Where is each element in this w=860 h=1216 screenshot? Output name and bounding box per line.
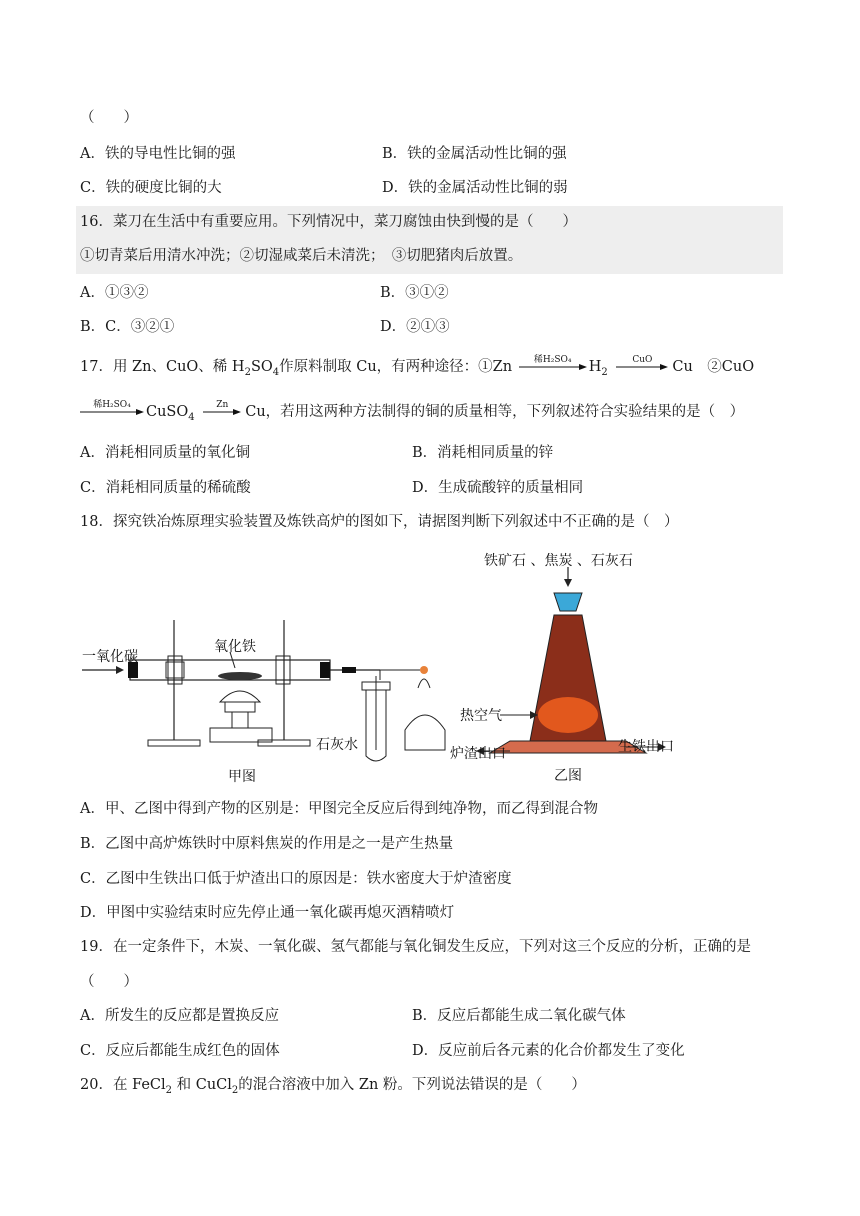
q17-option-c[interactable]: C．消耗相同质量的稀硫酸 (80, 480, 251, 496)
q16-option-a[interactable]: A．①③② (80, 285, 149, 301)
reaction-arrow-cuo: CuO (616, 363, 668, 371)
q15-option-c[interactable]: C．铁的硬度比铜的大 (80, 180, 222, 196)
q19-option-c[interactable]: C．反应后都能生成红色的固体 (80, 1043, 280, 1059)
q17-stem-line1: 17．用 Zn、CuO、稀 $H_2SO_4$作原料制取 Cu，有两种途径：①Zn 稀H₂SO₄ $H_2$ CuO Cu ②CuO (80, 355, 755, 378)
q18-option-c[interactable]: C．乙图中生铁出口低于炉渣出口的原因是：铁水密度大于炉渣密度 (80, 871, 512, 887)
reaction-arrow-dilute-h2so4: 稀H₂SO₄ (519, 363, 587, 371)
q16-conditions: ①切青菜后用清水冲洗；②切湿咸菜后未清洗； ③切肥猪肉后放置。 (80, 248, 523, 264)
q17-option-a[interactable]: A．消耗相同质量的氧化铜 (80, 445, 250, 461)
q15-option-a[interactable]: A．铁的导电性比铜的强 (80, 146, 236, 162)
label-carbon-monoxide: 一氧化碳 (82, 649, 138, 665)
figure-a-apparatus (80, 610, 460, 790)
q17-option-b[interactable]: B．消耗相同质量的锌 (412, 445, 554, 461)
q18-option-b[interactable]: B．乙图中高炉炼铁时中原料焦炭的作用是之一是产生热量 (80, 836, 454, 852)
q15-option-b[interactable]: B．铁的金属活动性比铜的强 (382, 146, 567, 162)
label-hot-air: 热空气 (460, 708, 502, 724)
q16-option-b[interactable]: B．③①② (380, 285, 449, 301)
label-slag-outlet: 炉渣出口 (450, 746, 506, 762)
reaction-arrow-zn: Zn (203, 408, 241, 416)
figure-a-caption: 甲图 (228, 769, 256, 785)
q16-option-c[interactable]: B．C．③②① (80, 319, 175, 335)
q16-option-d[interactable]: D．②①③ (380, 319, 450, 335)
figure-a-drawing (80, 610, 460, 790)
label-raw-materials: 铁矿石 、焦炭 、石灰石 (484, 553, 633, 569)
q18-option-a[interactable]: A．甲、乙图中得到产物的区别是：甲图完全反应后得到纯净物，而乙得到混合物 (80, 801, 598, 817)
figure-b-blast-furnace (450, 545, 720, 785)
label-iron-oxide: 氧化铁 (214, 639, 256, 655)
label-pig-iron-outlet: 生铁出口 (618, 739, 674, 755)
q15-option-d[interactable]: D．铁的金属活动性比铜的弱 (382, 180, 568, 196)
q18-stem: 18．探究铁冶炼原理实验装置及炼铁高炉的图如下，请据图判断下列叙述中不正确的是（ ） (80, 514, 679, 530)
label-limewater: 石灰水 (316, 737, 358, 753)
q19-option-b[interactable]: B．反应后都能生成二氧化碳气体 (412, 1008, 626, 1024)
q20-stem: 20．在 FeCl$_2$ 和 CuCl$_2$的混合溶液中加入 Zn 粉。下列说法错误的是（ ） (80, 1077, 586, 1096)
q17-option-d[interactable]: D．生成硫酸锌的质量相同 (412, 480, 584, 496)
q17-stem-line2: 稀H₂SO₄ CuSO$_4$ Zn Cu，若用这两种方法制得的铜的质量相等，下列叙述符合实验结果的是（ ） (80, 402, 744, 428)
figure-b-caption: 乙图 (554, 768, 582, 784)
reaction-arrow-dilute-h2so4-2: 稀H₂SO₄ (80, 408, 144, 416)
q19-answer-paren: （ ） (80, 974, 138, 990)
q16-stem: 16．菜刀在生活中有重要应用。下列情况中，菜刀腐蚀由快到慢的是（ ） (80, 214, 577, 230)
q18-option-d[interactable]: D．甲图中实验结束时应先停止通一氧化碳再熄灭酒精喷灯 (80, 905, 455, 921)
q19-stem: 19．在一定条件下，木炭、一氧化碳、氢气都能与氧化铜发生反应，下列对这三个反应的分析，正确的是 (80, 939, 751, 955)
q19-option-a[interactable]: A．所发生的反应都是置换反应 (80, 1008, 279, 1024)
q19-option-d[interactable]: D．反应前后各元素的化合价都发生了变化 (412, 1043, 685, 1059)
q15-answer-paren: （ ） (80, 110, 138, 126)
